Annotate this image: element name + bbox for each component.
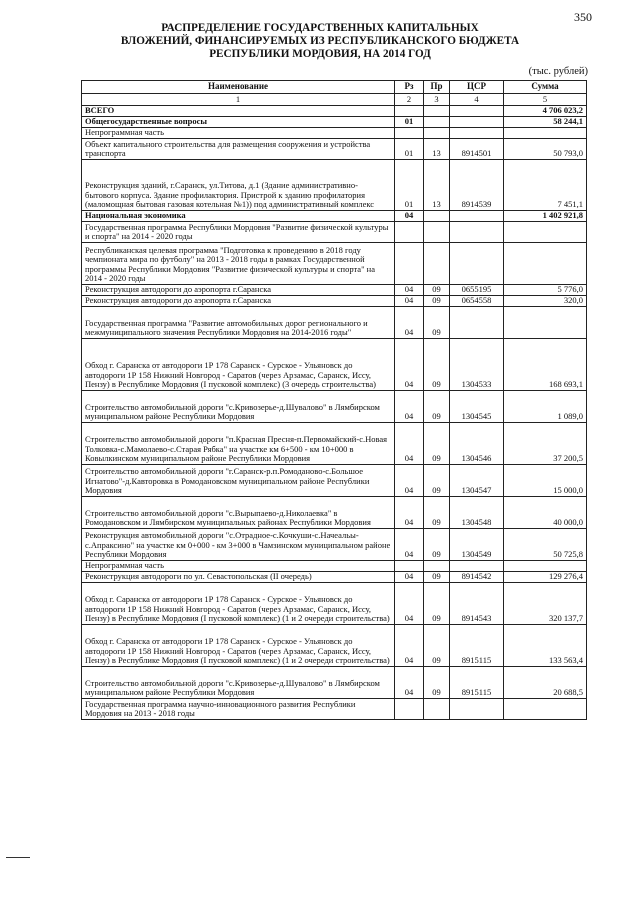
cell-name: Общегосударственные вопросы: [82, 117, 395, 128]
header-row: [82, 81, 587, 94]
table-row: [82, 497, 587, 529]
cell-csr: [450, 222, 504, 243]
cell-rz: 04: [395, 465, 424, 497]
cell-rz: 04: [395, 529, 424, 561]
cell-sum: 129 276,4: [504, 572, 587, 583]
cell-name: Республиканская целевая программа "Подготовка к проведению в 2018 году чемпионата мира по футболу" на 2013 - 2018 годы в рамках Государственной программы Республики Мордовия "Развитие физической культуры и спорта" на 2014 - 2020 годы: [82, 243, 395, 285]
table-row: [82, 339, 587, 391]
cell-sum: [504, 222, 587, 243]
cell-name: Государственная программа Республики Мордовия "Развитие физической культуры и спорта" на 2014 - 2020 годы: [82, 222, 395, 243]
cell-rz: 04: [395, 625, 424, 667]
cell-name: Реконструкция автодороги до аэропорта г.Саранска: [82, 285, 395, 296]
column-number: 2: [395, 94, 424, 106]
table-row: [82, 307, 587, 339]
cell-pr: [424, 699, 450, 720]
cell-rz: 01: [395, 117, 424, 128]
table-row: [82, 243, 587, 285]
cell-pr: [424, 128, 450, 139]
table-row: [82, 572, 587, 583]
cell-name: Строительство автомобильной дороги "с.Вырыпаево-д.Николаевка" в Ромодановском и Лямбирском муниципальных районах Республики Мордовия: [82, 497, 395, 529]
cell-rz: [395, 699, 424, 720]
cell-csr: 8915115: [450, 625, 504, 667]
cell-pr: 13: [424, 139, 450, 160]
cell-pr: 09: [424, 583, 450, 625]
column-header-sum: Сумма: [504, 81, 587, 94]
cell-sum: 15 000,0: [504, 465, 587, 497]
cell-name: Реконструкция автомобильной дороги "с.Отрадное-с.Кочкуши-с.Начеальы-с.Апраксино" на участке км 0+000 - км 3+000 в Чамзинском муниципальном районе Республики Мордовия: [82, 529, 395, 561]
cell-pr: 09: [424, 391, 450, 423]
cell-sum: 320 137,7: [504, 583, 587, 625]
cell-pr: 09: [424, 465, 450, 497]
cell-pr: 09: [424, 572, 450, 583]
cell-pr: 09: [424, 339, 450, 391]
table-row: [82, 128, 587, 139]
table-row: [82, 117, 587, 128]
cell-rz: [395, 106, 424, 117]
cell-pr: 13: [424, 160, 450, 211]
table-row: [82, 625, 587, 667]
table-row: [82, 561, 587, 572]
cell-csr: 8914539: [450, 160, 504, 211]
cell-name: Обход г. Саранска от автодороги 1Р 178 Саранск - Сурское - Ульяновск до автодороги 1Р 158 Нижний Новгород - Саратов (через Арзамас, Саранск, Иссу, Пензу) в Республике Мордовия (I пусковой комплекс) (1 и 2 очереди строительства): [82, 625, 395, 667]
cell-csr: [450, 128, 504, 139]
table-row: [82, 423, 587, 465]
cell-sum: 50 725,8: [504, 529, 587, 561]
cell-csr: 8914543: [450, 583, 504, 625]
cell-csr: [450, 211, 504, 222]
scan-artifact-line: [6, 857, 30, 858]
table-row: [82, 296, 587, 307]
cell-pr: 09: [424, 423, 450, 465]
cell-csr: [450, 117, 504, 128]
cell-rz: 04: [395, 391, 424, 423]
cell-pr: 09: [424, 497, 450, 529]
cell-sum: 37 200,5: [504, 423, 587, 465]
cell-name: Объект капитального строительства для размещения сооружения и устройства транспорта: [82, 139, 395, 160]
cell-name: ВСЕГО: [82, 106, 395, 117]
cell-name: Строительство автомобильной дороги "с.Кривозерье-д.Шувалово" в Лямбирском муниципальном районе Республики Мордовия: [82, 667, 395, 699]
cell-csr: 1304545: [450, 391, 504, 423]
cell-name: Обход г. Саранска от автодороги 1Р 178 Саранск - Сурское - Ульяновск до автодороги 1Р 158 Нижний Новгород - Саратов (через Арзамас, Саранск, Иссу, Пензу) в Республике Мордовия (I пусковой комплекс) (1 и 2 очереди строительства): [82, 583, 395, 625]
cell-rz: 01: [395, 139, 424, 160]
cell-rz: [395, 222, 424, 243]
cell-sum: 20 688,5: [504, 667, 587, 699]
cell-name: Непрограммная часть: [82, 128, 395, 139]
cell-csr: 0654558: [450, 296, 504, 307]
table-row: [82, 465, 587, 497]
cell-pr: 09: [424, 296, 450, 307]
cell-name: Реконструкция зданий, г.Саранск, ул.Титова, д.1 (Здание административно-бытового корпуса. Здание профилактория. Пристрой к зданию профилатория (маломощная бытовая газовая котельная №1)) под административный комплекс: [82, 160, 395, 211]
cell-sum: 58 244,1: [504, 117, 587, 128]
cell-name: Реконструкция автодороги до аэропорта г.Саранска: [82, 296, 395, 307]
cell-csr: 0655195: [450, 285, 504, 296]
cell-rz: [395, 128, 424, 139]
cell-rz: 04: [395, 339, 424, 391]
cell-csr: [450, 106, 504, 117]
column-header-name: Наименование: [82, 81, 395, 94]
cell-sum: 50 793,0: [504, 139, 587, 160]
column-header-pr: Пр: [424, 81, 450, 94]
cell-csr: 1304548: [450, 497, 504, 529]
cell-pr: [424, 117, 450, 128]
cell-csr: 1304533: [450, 339, 504, 391]
cell-sum: [504, 128, 587, 139]
cell-rz: 04: [395, 285, 424, 296]
cell-rz: [395, 561, 424, 572]
title-line: РАСПРЕДЕЛЕНИЕ ГОСУДАРСТВЕННЫХ КАПИТАЛЬНЫХ: [161, 22, 479, 34]
column-number: 4: [450, 94, 504, 106]
cell-pr: 09: [424, 529, 450, 561]
cell-sum: 133 563,4: [504, 625, 587, 667]
table-row: [82, 391, 587, 423]
cell-sum: 4 706 023,2: [504, 106, 587, 117]
units-label: (тыс. рублей): [528, 66, 588, 77]
cell-pr: 09: [424, 285, 450, 296]
cell-pr: [424, 211, 450, 222]
column-header-csr: ЦСР: [450, 81, 504, 94]
table-row: [82, 583, 587, 625]
cell-pr: 09: [424, 667, 450, 699]
cell-sum: [504, 561, 587, 572]
table-row: [82, 160, 587, 211]
cell-pr: [424, 222, 450, 243]
capital-investments-table: [81, 80, 587, 720]
table-row: [82, 529, 587, 561]
title-line: ВЛОЖЕНИЙ, ФИНАНСИРУЕМЫХ ИЗ РЕСПУБЛИКАНСКОГО БЮДЖЕТА: [120, 35, 520, 47]
cell-sum: 7 451,1: [504, 160, 587, 211]
table-row: [82, 285, 587, 296]
cell-csr: [450, 561, 504, 572]
cell-pr: 09: [424, 307, 450, 339]
cell-sum: [504, 307, 587, 339]
cell-pr: [424, 243, 450, 285]
cell-pr: [424, 106, 450, 117]
cell-name: Государственная программа научно-инновационного развития Республики Мордовия на 2013 - 2018 годы: [82, 699, 395, 720]
cell-csr: [450, 243, 504, 285]
column-number: 1: [82, 94, 395, 106]
cell-csr: 1304547: [450, 465, 504, 497]
cell-sum: [504, 699, 587, 720]
cell-name: Непрограммная часть: [82, 561, 395, 572]
cell-name: Государственная программа "Развитие автомобильных дорог регионального и межмуниципального значения Республики Мордовия на 2014-2016 годы": [82, 307, 395, 339]
title-line: РЕСПУБЛИКИ МОРДОВИЯ, НА 2014 ГОД: [209, 48, 431, 60]
cell-sum: [504, 243, 587, 285]
cell-csr: 8914501: [450, 139, 504, 160]
cell-rz: 04: [395, 423, 424, 465]
cell-sum: 168 693,1: [504, 339, 587, 391]
cell-pr: 09: [424, 625, 450, 667]
cell-csr: 8915115: [450, 667, 504, 699]
cell-pr: [424, 561, 450, 572]
cell-csr: [450, 699, 504, 720]
cell-csr: 1304549: [450, 529, 504, 561]
table-row: [82, 139, 587, 160]
cell-sum: 320,0: [504, 296, 587, 307]
cell-rz: 04: [395, 667, 424, 699]
table-row: [82, 699, 587, 720]
column-header-rz: Рз: [395, 81, 424, 94]
cell-rz: 04: [395, 211, 424, 222]
cell-rz: 01: [395, 160, 424, 211]
cell-rz: 04: [395, 572, 424, 583]
page-number: 350: [574, 10, 592, 24]
cell-sum: 1 089,0: [504, 391, 587, 423]
cell-sum: 40 000,0: [504, 497, 587, 529]
table-row: [82, 106, 587, 117]
column-number: 5: [504, 94, 587, 106]
cell-rz: 04: [395, 497, 424, 529]
table-row: [82, 211, 587, 222]
table-row: [82, 222, 587, 243]
cell-rz: 04: [395, 307, 424, 339]
cell-name: Реконструкция автодороги по ул. Севастопольская (II очередь): [82, 572, 395, 583]
cell-rz: 04: [395, 583, 424, 625]
cell-name: Обход г. Саранска от автодороги 1Р 178 Саранск - Сурское - Ульяновск до автодороги 1Р 158 Нижний Новгород - Саратов (через Арзамас, Саранск, Иссу, Пензу) в Республике Мордовия (I пусковой комплекс) (3 очередь строительства): [82, 339, 395, 391]
cell-name: Строительство автомобильной дороги "п.Красная Пресня-п.Первомайский-с.Новая Толковка-с.Мамолаево-с.Старая Рябка" на участке км 6+500 - км 10+000 в Ковылкинском муниципальном районе Республики Мордовия: [82, 423, 395, 465]
table-row: [82, 667, 587, 699]
cell-csr: 1304546: [450, 423, 504, 465]
cell-csr: 8914542: [450, 572, 504, 583]
column-number-row: [82, 94, 587, 106]
cell-name: Строительство автомобильной дороги "г.Саранск-р.п.Ромоданово-с.Большое Игнатово"-д.Кавторовка в Ромодановском муниципальном районе Республики Мордовия: [82, 465, 395, 497]
cell-csr: [450, 307, 504, 339]
cell-sum: 5 776,0: [504, 285, 587, 296]
column-number: 3: [424, 94, 450, 106]
document-title: [60, 22, 580, 61]
cell-sum: 1 402 921,8: [504, 211, 587, 222]
table-body: [82, 106, 587, 720]
cell-name: Строительство автомобильной дороги "с.Кривозерье-д.Шувалово" в Лямбирском муниципальном районе Республики Мордовия: [82, 391, 395, 423]
cell-rz: 04: [395, 296, 424, 307]
cell-name: Национальная экономика: [82, 211, 395, 222]
cell-rz: [395, 243, 424, 285]
